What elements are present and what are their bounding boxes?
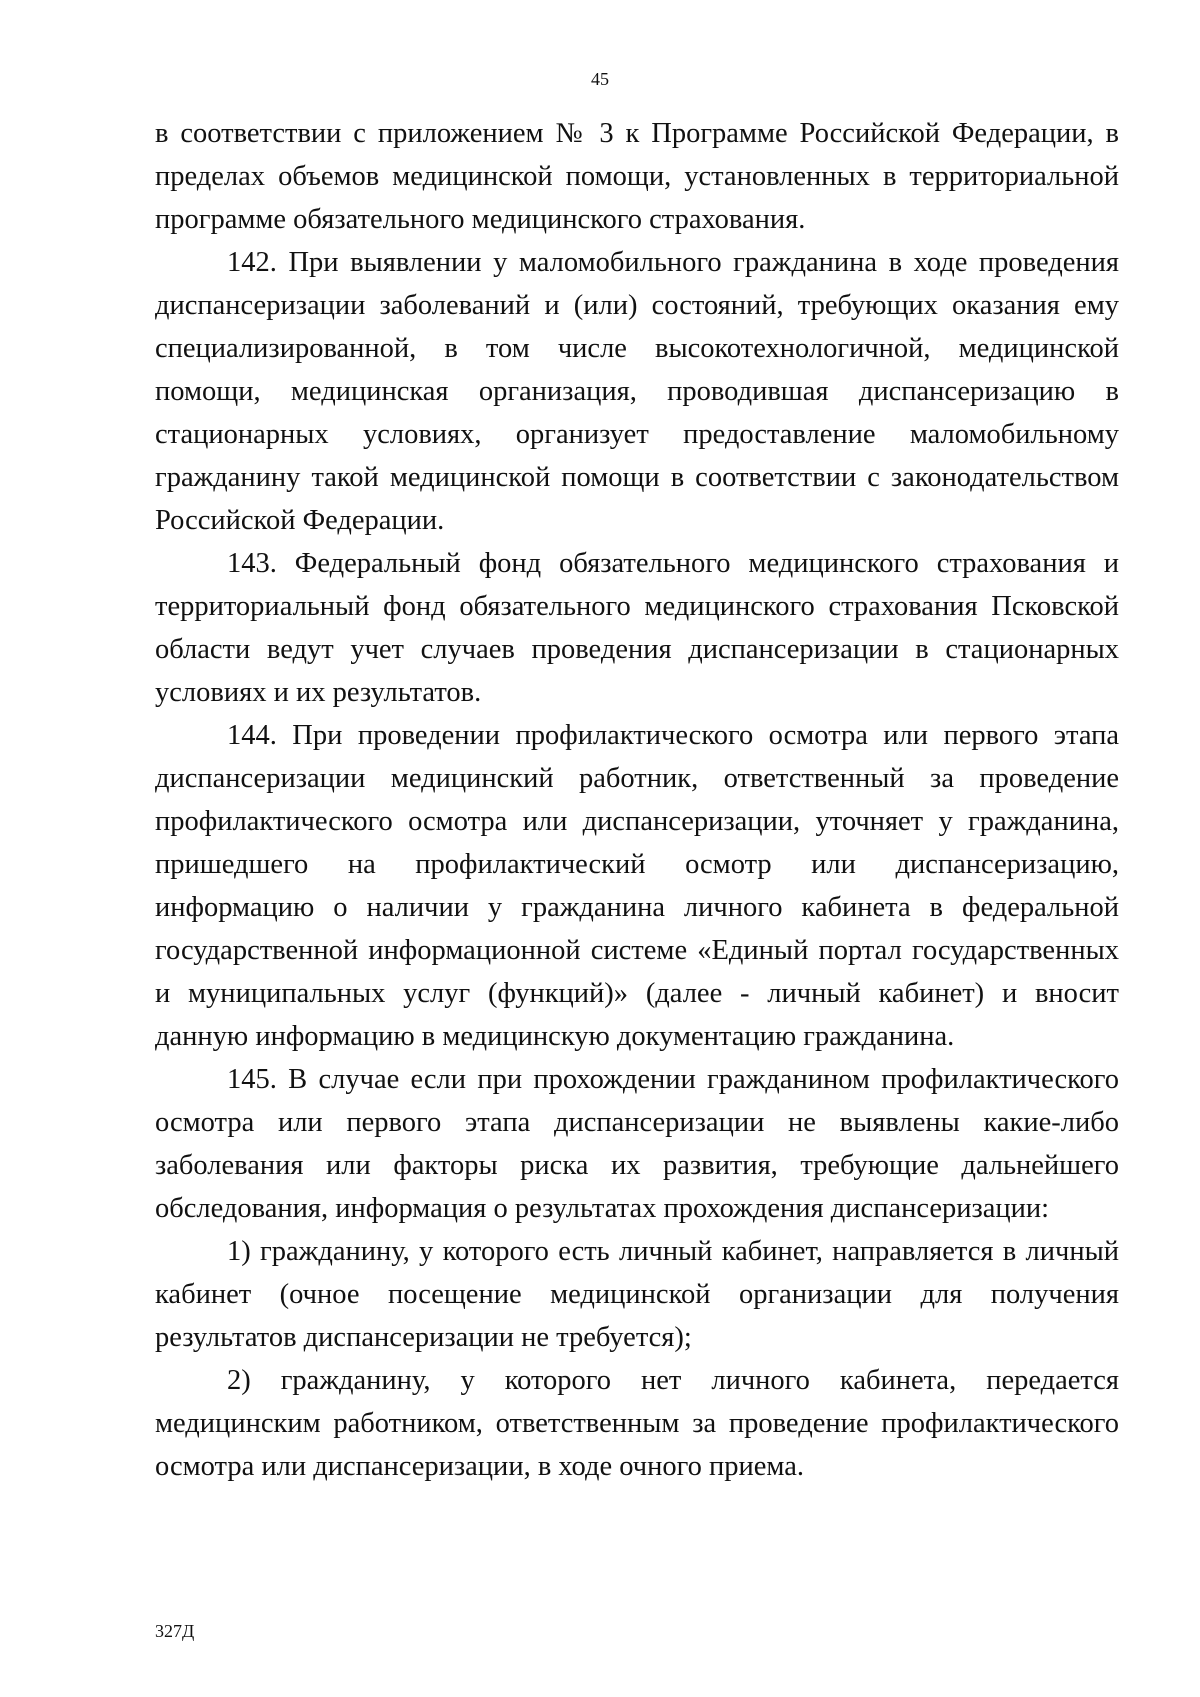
paragraph-143: 143. Федеральный фонд обязательного медицинского страхования и территориальный фонд обязательного медицинского страхования Псковской области ведут учет случаев проведения диспансеризации в стационарных условиях и их результатов. xyxy=(155,548,1119,708)
list-item-2: 2) гражданину, у которого нет личного кабинета, передается медицинским работником, ответственным за проведение профилактического осмотра или диспансеризации, в ходе очного приема. xyxy=(155,1365,1119,1482)
paragraph-145: 145. В случае если при прохождении гражданином профилактического осмотра или первого этапа диспансеризации не выявлены какие-либо заболевания или факторы риска их развития, требующие дальнейшего обследования, информация о результатах прохождения диспансеризации: xyxy=(155,1064,1119,1224)
document-code: 327Д xyxy=(155,1621,195,1641)
paragraph-continuation: в соответствии с приложением № 3 к Программе Российской Федерации, в пределах объемов медицинской помощи, установленных в территориальной программе обязательного медицинского страхования. xyxy=(155,118,1119,235)
paragraph-144: 144. При проведении профилактического осмотра или первого этапа диспансеризации медицинский работник, ответственный за проведение профилактического осмотра или диспансеризации, уточняет у гражданина, пришедшего на профилактический осмотр или диспансеризацию, информацию о наличии у гражданина личного кабинета в федеральной государственной информационной системе «Единый портал государственных и муниципальных услуг (функций)» (далее - личный кабинет) и вносит данную информацию в медицинскую документацию гражданина. xyxy=(155,720,1119,1052)
list-item-1: 1) гражданину, у которого есть личный кабинет, направляется в личный кабинет (очное посещение медицинской организации для получения результатов диспансеризации не требуется); xyxy=(155,1236,1119,1353)
paragraph-142: 142. При выявлении у маломобильного гражданина в ходе проведения диспансеризации заболеваний и (или) состояний, требующих оказания ему специализированной, в том числе высокотехнологичной, медицинской помощи, медицинская организация, проводившая диспансеризацию в стационарных условиях, организует предоставление маломобильному гражданину такой медицинской помощи в соответствии с законодательством Российской Федерации. xyxy=(155,247,1119,536)
document-body xyxy=(155,112,1119,1488)
page-number: 45 xyxy=(591,69,609,89)
